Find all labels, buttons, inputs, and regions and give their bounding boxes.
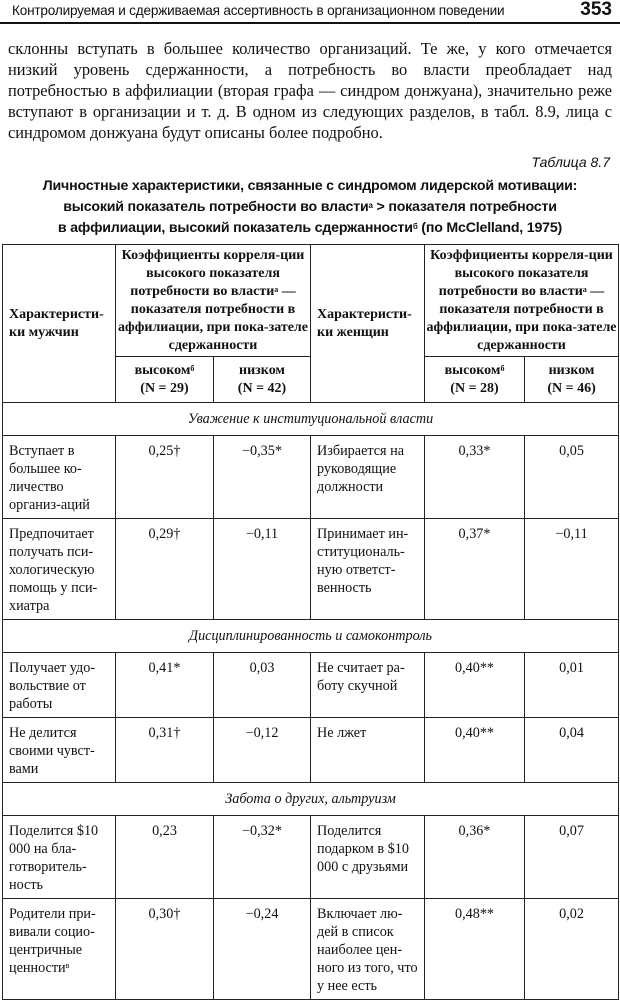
running-header xyxy=(0,0,620,22)
table-title-line-1: Личностные характеристики, связанные с синдромом лидерской мотивации: xyxy=(42,178,578,194)
table-row: Получает удо-вольствие от работы 0,41* 0,03 Не считает ра-боту скучной 0,40** 0,01 xyxy=(3,653,619,718)
table-row: Предпочитает получать пси-хологическую помощь у пси-хиатра 0,29† −0,11 Принимает ин-ституциональ-ную ответст-венность 0,37* −0,11 xyxy=(3,519,619,620)
subheader-men-high: высоком$^б$ (N = 29) xyxy=(116,357,214,403)
table-row: Поделится $10 000 на бла-готворитель-ность 0,23 −0,32* Поделится подарком в $10 000 с друзьями 0,36* 0,07 xyxy=(3,816,619,899)
correlation-table xyxy=(2,244,619,1000)
table-title xyxy=(4,176,616,239)
table-row: Не делится своими чувст-вами 0,31† −0,12 Не лжет 0,40** 0,04 xyxy=(3,718,619,783)
column-header-women: Характеристи-ки женщин xyxy=(311,245,425,403)
table-title-line-3: в аффилиации, высокий показатель сдержанности$^б$ (по McClelland, 1975) xyxy=(57,220,563,236)
column-header-coef-women: Коэффициенты корреля-ции высокого показателя потребности во власти$^а$ — показателя потребности в аффилиации, при пока-зателе сдержанности xyxy=(425,245,619,357)
table-row: Вступает в большее ко-личество организ-аций 0,25† −0,35* Избирается на руководящие должности 0,33* 0,05 xyxy=(3,436,619,519)
table-label: Таблица 8.7 xyxy=(531,154,610,170)
table-row: Родители при-вивали социо-центричные ценности$^в$ 0,30† −0,24 Включает лю-дей в список наиболее цен-ного из того, что у нее есть 0,48** 0,02 xyxy=(3,899,619,1000)
section-row: Забота о других, альтруизм xyxy=(3,783,619,816)
running-title: Контролируемая и сдерживаемая ассертивность в организационном поведении xyxy=(12,3,505,18)
header-rule xyxy=(0,22,620,24)
column-header-coef-men: Коэффициенты корреля-ции высокого показателя потребности во власти$^а$ — показателя потребности в аффилиации, при пока-зателе сдержанности xyxy=(116,245,311,357)
page-number: 353 xyxy=(580,0,612,20)
section-row: Дисциплинированность и самоконтроль xyxy=(3,620,619,653)
table-title-line-2: высокий показатель потребности во власти$^а$ > показателя потребности xyxy=(63,199,557,215)
subheader-women-high: высоком$^б$ (N = 28) xyxy=(425,357,525,403)
column-header-men: Характеристи-ки мужчин xyxy=(3,245,116,403)
subheader-men-low: низком (N = 42) xyxy=(214,357,311,403)
subheader-women-low: низком (N = 46) xyxy=(525,357,619,403)
section-row: Уважение к институциональной власти xyxy=(3,403,619,436)
intro-paragraph: склонны вступать в большее количество организаций. Те же, у кого отмечается низкий уровень сдержанности, а потребность во власти преобладает над потребностью в аффилиации (вторая графа — синдром донжуана), значительно реже вступают в организации и т. д. В одном из следующих разделов, в табл. 8.9, лица с синдромом донжуана будут описаны более подробно. xyxy=(8,39,612,142)
